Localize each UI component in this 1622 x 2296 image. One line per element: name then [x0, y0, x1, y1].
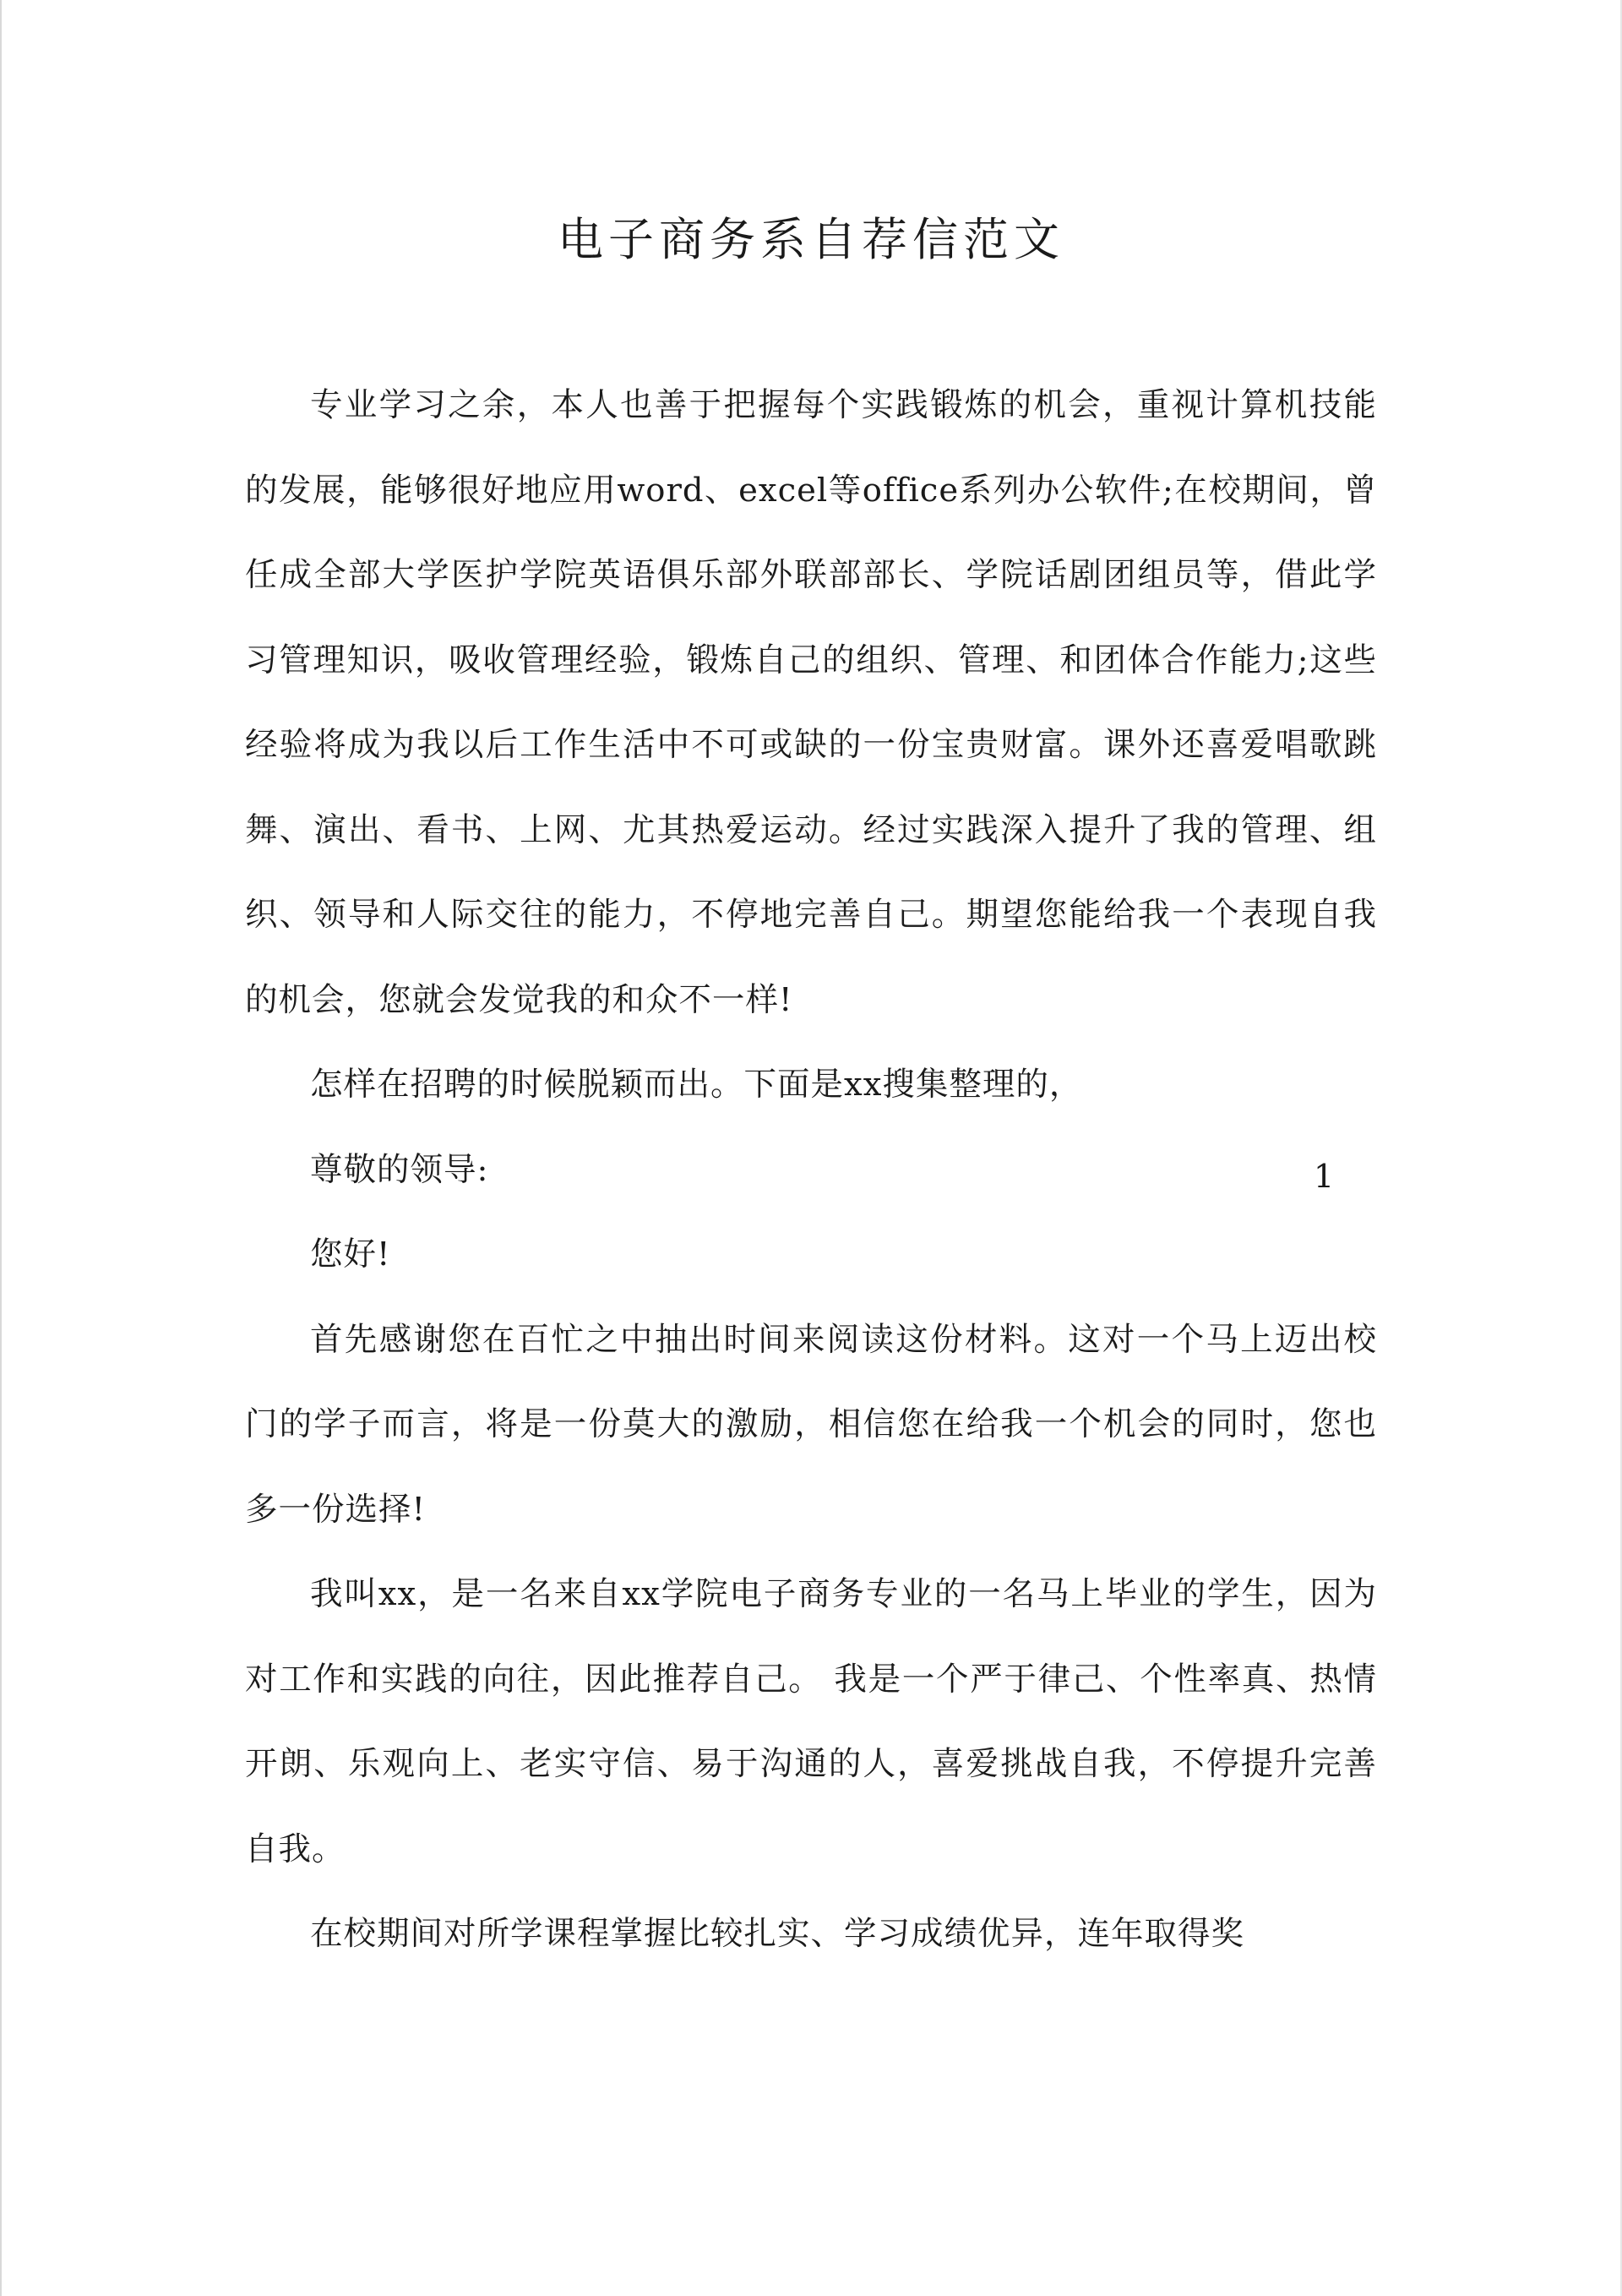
paragraph-thanks: 首先感谢您在百忙之中抽出时间来阅读这份材料。这对一个马上迈出校门的学子而言，将是一份莫大的激励，相信您在给我一个机会的同时，您也多一份选择! — [245, 1320, 1377, 1529]
greeting: 您好! — [310, 1235, 391, 1273]
paragraph-studies: 在校期间对所学课程掌握比较扎实、学习成绩优异，连年取得奖 — [310, 1915, 1245, 1953]
document-body — [245, 363, 1377, 1977]
page-number: 1 — [1314, 1158, 1335, 1195]
paragraph-practice: 专业学习之余，本人也善于把握每个实践锻炼的机会，重视计算机技能的发展，能够很好地应用word、excel等office系列办公软件;在校期间，曾任成全部大学医护学院英语俱乐部外联部部长、学院话剧团组员等，借此学习管理知识，吸收管理经验，锻炼自己的组织、管理、和团体合作能力;这些经验将成为我以后工作生活中不可或缺的一份宝贵财富。课外还喜爱唱歌跳舞、演出、看书、上网、尤其热爱运动。经过实践深入提升了我的管理、组织、领导和人际交往的能力，不停地完善自己。期望您能给我一个表现自我的机会，您就会发觉我的和众不一样! — [245, 386, 1377, 1019]
document-title: 电子商务系自荐信范文 — [558, 213, 1064, 266]
page-left-edge — [0, 0, 2, 2296]
paragraph-self-intro: 我叫xx，是一名来自xx学院电子商务专业的一名马上毕业的学生，因为对工作和实践的向往，因此推荐自己。 我是一个严于律己、个性率真、热情开朗、乐观向上、老实守信、易于沟通的人，喜爱挑战自我，不停提升完善自我。 — [245, 1575, 1377, 1868]
salutation: 尊敬的领导: — [310, 1150, 489, 1189]
paragraph-intro-line: 怎样在招聘的时候脱颖而出。下面是xx搜集整理的， — [310, 1066, 1083, 1104]
